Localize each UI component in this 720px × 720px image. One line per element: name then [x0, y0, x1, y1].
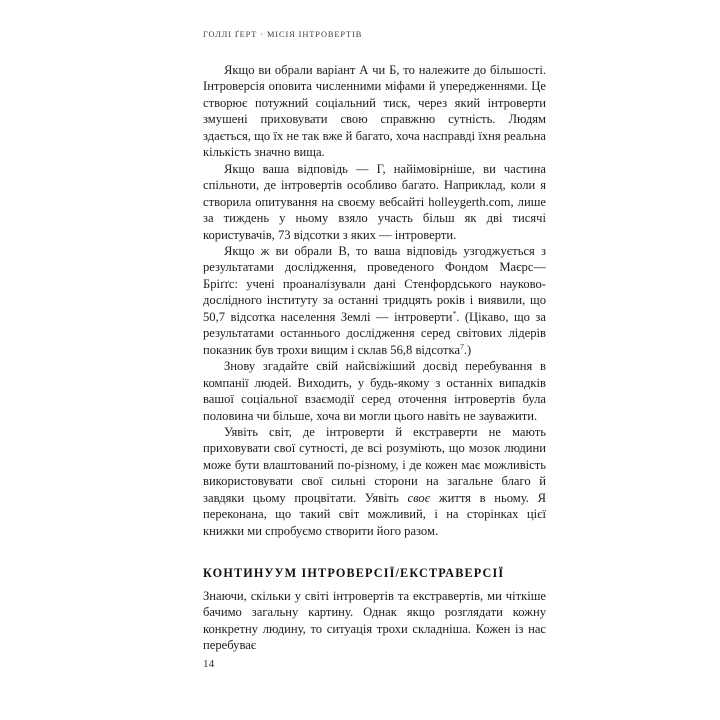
paragraph-myers-briggs: [203, 243, 546, 358]
section-heading: КОНТИНУУМ ІНТРОВЕРСІЇ/ЕКСТРАВЕРСІЇ: [203, 566, 505, 581]
paragraph-recall: Знову згадайте свій найсвіжіший досвід перебування в компанії людей. Виходить, у будь-якому з останніх випадків вашої соціальної взаємодії серед оточення інтровертів була половина чи більше, хоча ви могли цього навіть не зауважити.: [203, 359, 546, 423]
mb-part3: .): [463, 342, 472, 357]
footnote-marker-seven: 7: [460, 341, 464, 351]
page-number: 14: [203, 658, 215, 670]
paragraph-survey: Якщо ваша відповідь — Г, найімовірніше, ви частина спільноти, де інтровертів особливо багато. Наприклад, коли я створила опитування на своєму вебсайті holleygerth.com, лише за тиждень у ньому взяло участь більш як дві тисячі користувачів, 73 відсотки з яких — інтроверти.: [203, 161, 546, 242]
footnote-marker-asterisk: *: [452, 308, 457, 318]
emphasis-own: своє: [407, 490, 431, 505]
mb-part2: . (Цікаво, що за результатами останнього дослідження серед світових лідерів показник був трохи вищим і склав 56,8 відсотка: [203, 309, 546, 357]
paragraph-continuum: Знаючи, скільки у світі інтровертів та екстравертів, ми чіткіше бачимо загальну картину. Однак якщо розглядати кожну конкретну людину, то ситуація трохи складніша. Кожен із нас перебуває: [203, 589, 546, 653]
imagine-part1: Уявіть світ, де інтроверти й екстраверти не мають приховувати свої сутності, де всі розуміють, що мозок людини може бути влаштований по-різному, і де кожен має можливість використовувати свої сильні сторони на загальне благо й завдяки цьому процвітати. Уявіть: [203, 424, 546, 505]
body-copy: [203, 62, 546, 539]
mb-part1: Якщо ж ви обрали В, то ваша відповідь узгоджується з результатами дослідження, проведеного Фондом Маєрс—Бріґґс: учені проаналізували дані Стенфордського науково-дослідного інституту за останні тридцять років і виявили, що 50,7 відсотка населення Землі — інтроверти: [203, 243, 546, 324]
imagine-part2: життя в ньому. Я переконана, що такий світ можливий, і на сторінках цієї книжки ми спробуємо створити його разом.: [203, 490, 546, 538]
running-header-text: ГОЛЛІ ҐЕРТ · МІСІЯ ІНТРОВЕРТІВ: [203, 30, 363, 39]
paragraph-majority: Якщо ви обрали варіант А чи Б, то належите до більшості. Інтроверсія оповита численними міфами й упередженнями. Це створює потужний соціальний тиск, через який інтроверти змушені приховувати свою справжню сутність. Людям здається, що їх не так вже й багато, хоча насправді їхня реальна кількість значно вища.: [203, 63, 546, 160]
section-body: [203, 588, 546, 654]
paragraph-imagine: [203, 424, 546, 539]
running-header: [203, 30, 546, 39]
